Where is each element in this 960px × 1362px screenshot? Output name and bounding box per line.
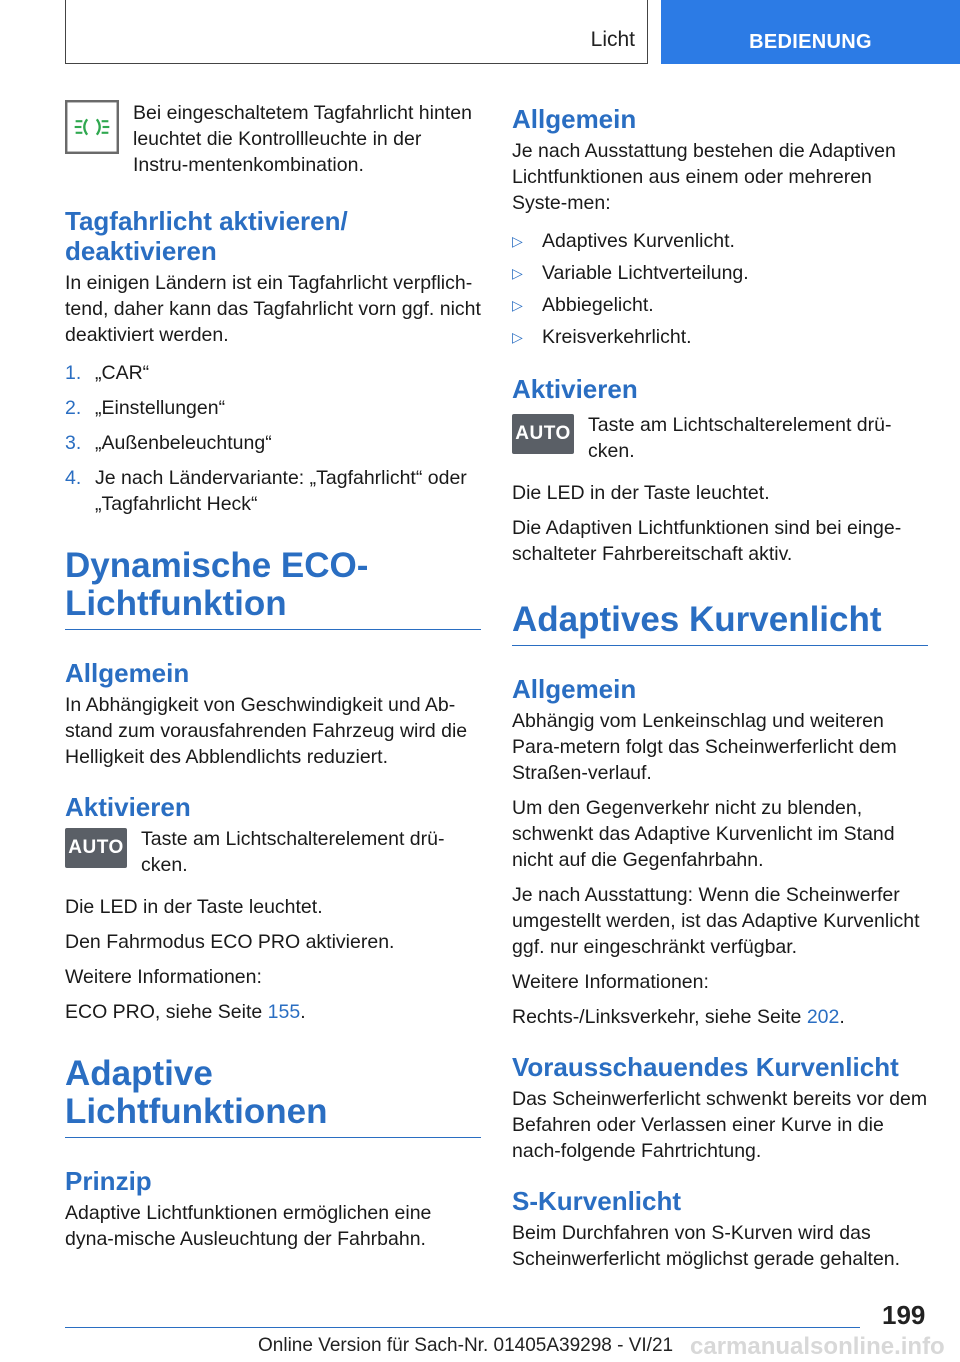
eco-more-text: Weitere Informationen: — [65, 966, 262, 988]
list-item — [65, 430, 481, 456]
header-frame — [65, 0, 648, 64]
step-number: 3. — [65, 432, 82, 454]
adaptive-section-title: Adaptive Lichtfunktionen — [65, 1055, 481, 1138]
list-item — [512, 292, 928, 318]
curve-section-title: Adaptives Kurvenlicht — [512, 601, 928, 646]
adaptive-function-list — [512, 228, 928, 350]
tfl-text: In einigen Ländern ist ein Tagfahrlicht verpflich-tend, daher kann das Tagfahrlicht vorn ggf. nicht deaktiviert werden. — [65, 272, 481, 346]
adaptive-led-text: Die LED in der Taste leuchtet. — [512, 482, 770, 504]
adaptive-general-text: Je nach Ausstattung bestehen die Adaptiven Lichtfunktionen aus einem oder mehreren Syste-men: — [512, 140, 896, 214]
step-text: „CAR“ — [95, 362, 150, 384]
reference-text: ECO PRO, siehe Seite — [65, 1001, 268, 1023]
adaptive-activate-heading: Aktivieren — [512, 374, 638, 404]
step-text: „Außenbeleuchtung“ — [95, 432, 272, 454]
triangle-bullet-icon: ▷ — [512, 329, 523, 345]
reference-end: . — [839, 1006, 845, 1028]
curve-text-1: Abhängig vom Lenkeinschlag und weiteren Para-metern folgt das Scheinwerferlicht dem Straßen-verlauf. — [512, 710, 897, 784]
adaptive-general-heading: Allgemein — [512, 104, 637, 134]
eco-activate-text: Taste am Lichtschalterelement drü-cken. — [141, 828, 445, 876]
curve-text-2: Um den Gegenverkehr nicht zu blenden, schwenkt das Adaptive Kurvenlicht im Stand nicht auf die Gegenfahrbahn. — [512, 797, 895, 871]
eco-led-text: Die LED in der Taste leuchtet. — [65, 896, 323, 918]
bullet-text: Adaptives Kurvenlicht. — [542, 230, 735, 252]
daytime-running-light-icon — [65, 100, 119, 159]
step-number: 1. — [65, 362, 82, 384]
list-item — [512, 324, 928, 350]
list-item — [512, 260, 928, 286]
step-text: Je nach Ländervariante: „Tagfahrlicht“ oder „Tagfahrlicht Heck“ — [95, 467, 467, 515]
page-link-155[interactable]: 155 — [267, 1001, 301, 1023]
eco-general-text: In Abhängigkeit von Geschwindigkeit und Ab-stand zum vorausfahrenden Fahrzeug wird die Helligkeit des Abblendlichts reduziert. — [65, 694, 468, 768]
tfl-steps — [65, 360, 481, 517]
eco-activate-heading: Aktivieren — [65, 792, 191, 822]
triangle-bullet-icon: ▷ — [512, 265, 523, 281]
scurve-heading: S-Kurvenlicht — [512, 1186, 682, 1216]
eco-general-heading: Allgemein — [65, 658, 190, 688]
bullet-text: Variable Lichtverteilung. — [542, 262, 749, 284]
adaptive-auto-row — [512, 412, 928, 464]
auto-button-icon: AUTO — [65, 828, 127, 868]
bullet-text: Kreisverkehrlicht. — [542, 326, 692, 348]
tfl-heading: Tagfahrlicht aktivieren/ deaktivieren — [65, 206, 348, 266]
left-column — [65, 100, 481, 1261]
eco-reference — [65, 999, 481, 1025]
predictive-heading: Vorausschauendes Kurvenlicht — [512, 1052, 899, 1082]
step-number: 4. — [65, 467, 82, 489]
auto-button-icon: AUTO — [512, 414, 574, 454]
scurve-text: Beim Durchfahren von S-Kurven wird das Scheinwerferlicht möglichst gerade gehalten. — [512, 1222, 901, 1270]
principle-text: Adaptive Lichtfunktionen ermöglichen eine dyna-mische Ausleuchtung der Fahrbahn. — [65, 1202, 432, 1250]
right-column — [512, 100, 928, 1281]
curve-general-heading: Allgemein — [512, 674, 637, 704]
tfl-indicator-row — [65, 100, 481, 178]
step-text: „Einstellungen“ — [95, 397, 226, 419]
curve-text-3: Je nach Ausstattung: Wenn die Scheinwerfer umgestellt werden, ist das Adaptive Kurvenlicht ggf. nur eingeschränkt verfügbar. — [512, 884, 920, 958]
watermark-text: carmanualsonline.info — [690, 1333, 945, 1360]
list-item — [65, 395, 481, 421]
online-version-text: Online Version für Sach-Nr. 01405A39298 - VI/21 — [258, 1335, 674, 1356]
curve-more-text: Weitere Informationen: — [512, 971, 709, 993]
list-item — [512, 228, 928, 254]
eco-auto-row — [65, 826, 481, 878]
triangle-bullet-icon: ▷ — [512, 233, 523, 249]
page-link-202[interactable]: 202 — [806, 1006, 840, 1028]
tfl-intro-text: Bei eingeschaltetem Tagfahrlicht hinten leuchtet die Kontrollleuchte in der Instru-mentenkombination. — [133, 102, 472, 176]
chapter-tab[interactable]: BEDIENUNG — [661, 0, 960, 64]
section-title: Licht — [590, 28, 635, 51]
footer-divider — [65, 1327, 860, 1328]
curve-reference — [512, 1004, 928, 1030]
eco-mode-text: Den Fahrmodus ECO PRO aktivieren. — [65, 931, 395, 953]
bullet-text: Abbiegelicht. — [542, 294, 654, 316]
list-item — [65, 360, 481, 386]
reference-end: . — [300, 1001, 306, 1023]
page-number: 199 — [882, 1300, 926, 1330]
principle-heading: Prinzip — [65, 1166, 152, 1196]
predictive-text: Das Scheinwerferlicht schwenkt bereits vor dem Befahren oder Verlassen einer Kurve in die nach-folgende Fahrtrichtung. — [512, 1088, 928, 1162]
adaptive-activate-text: Taste am Lichtschalterelement drü-cken. — [588, 414, 892, 462]
eco-section-title: Dynamische ECO-Lichtfunktion — [65, 547, 481, 630]
list-item — [65, 465, 481, 517]
triangle-bullet-icon: ▷ — [512, 297, 523, 313]
step-number: 2. — [65, 397, 82, 419]
reference-text: Rechts-/Linksverkehr, siehe Seite — [512, 1006, 807, 1028]
adaptive-active-text: Die Adaptiven Lichtfunktionen sind bei einge-schalteter Fahrbereitschaft aktiv. — [512, 517, 902, 565]
